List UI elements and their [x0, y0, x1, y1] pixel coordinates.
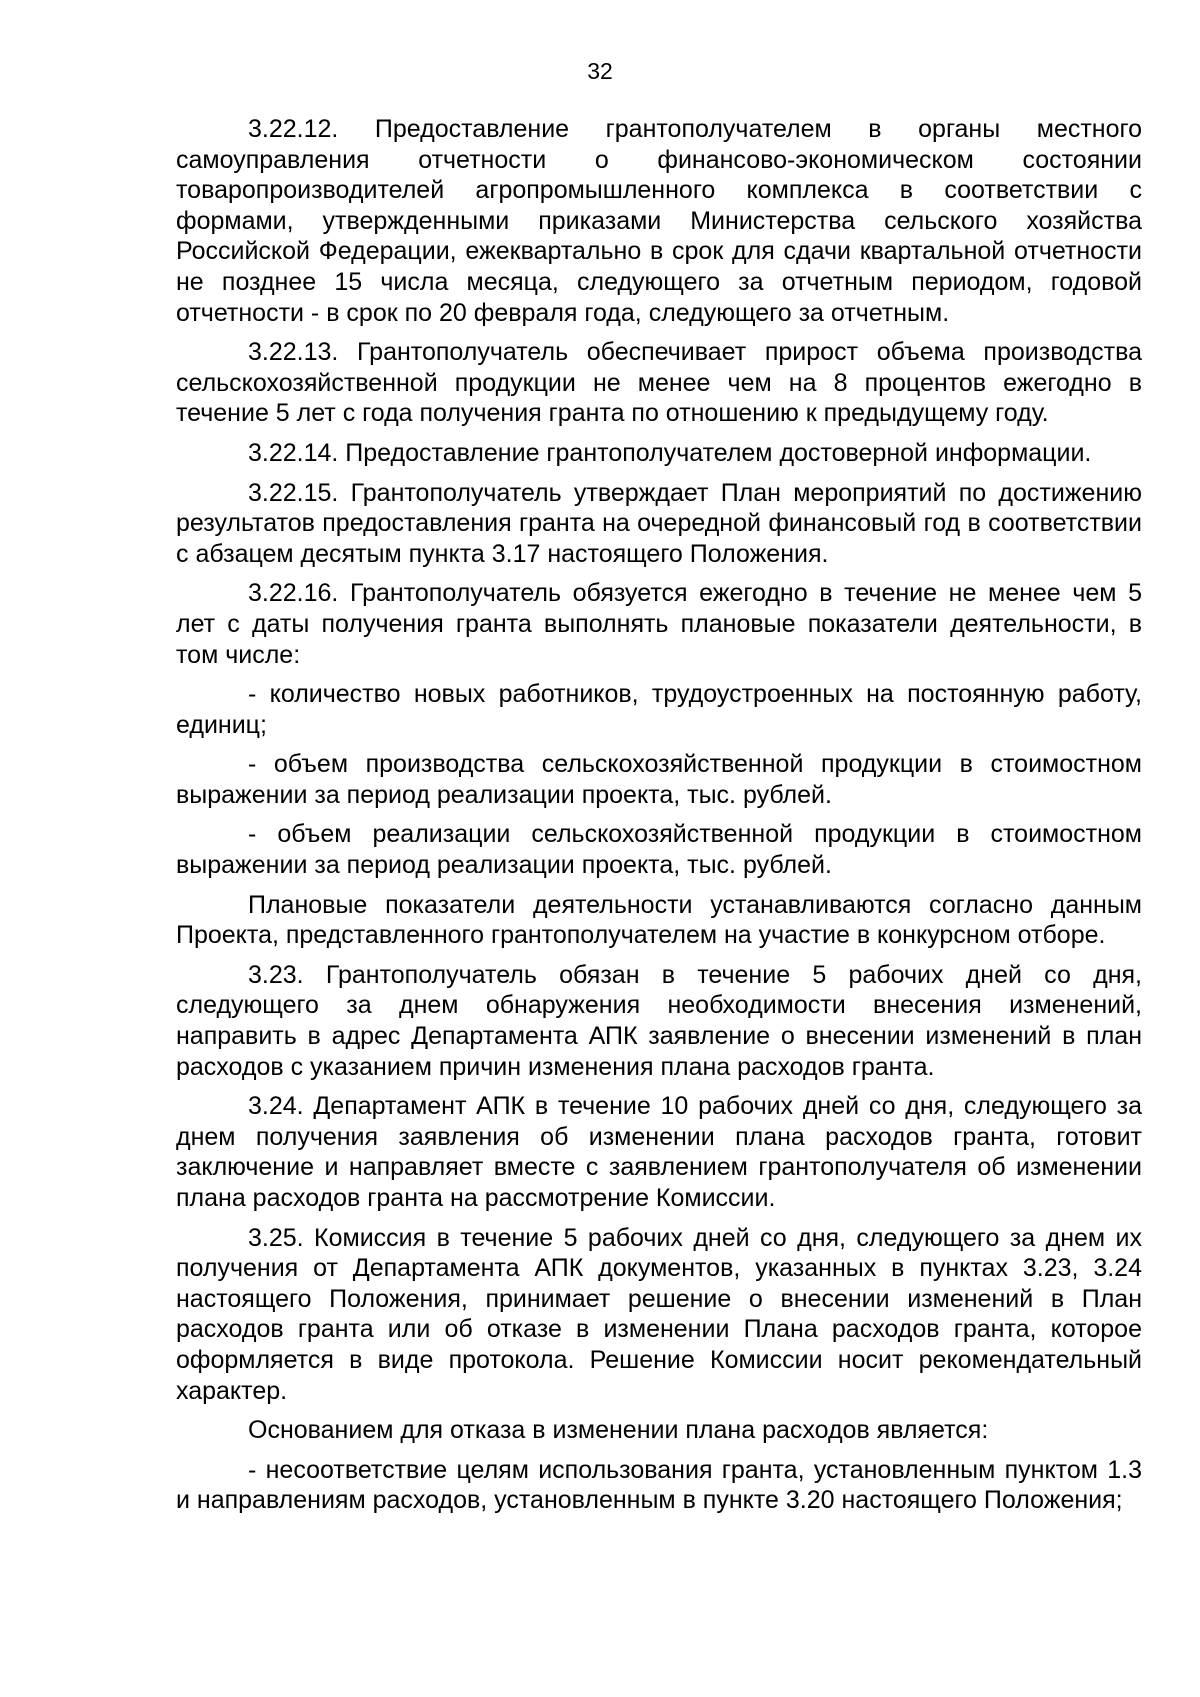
paragraph-3-23: 3.23. Грантополучатель обязан в течение 5 рабочих дней со дня, следующего за днем обнаружения необходимости внесения изменений, направить в адрес Департамента АПК заявление о внесении изменений в план расходов с указанием причин изменения плана расходов гранта. [176, 960, 1142, 1081]
paragraph-plan-indicators: Плановые показатели деятельности устанавливаются согласно данным Проекта, представленного грантополучателем на участие в конкурсном отборе. [176, 890, 1142, 950]
list-item-sales-volume: - объем реализации сельскохозяйственной продукции в стоимостном выражении за период реализации проекта, тыс. рублей. [176, 820, 1142, 880]
list-item-non-compliance: - несоответствие целям использования гранта, установленным пунктом 1.3 и направлениям расходов, установленным в пункте 3.20 настоящего Положения; [176, 1455, 1142, 1515]
paragraph-3-22-15: 3.22.15. Грантополучатель утверждает План мероприятий по достижению результатов предоставления гранта на очередной финансовый год в соответствии с абзацем десятым пункта 3.17 настоящего Положения. [176, 478, 1142, 568]
paragraph-refusal-grounds: Основанием для отказа в изменении плана расходов является: [248, 1416, 989, 1445]
paragraph-3-25: 3.25. Комиссия в течение 5 рабочих дней со дня, следующего за днем их получения от Департамента АПК документов, указанных в пунктах 3.23, 3.24 настоящего Положения, принимает решение о внесении изменений в План расходов гранта или об отказе в изменении Плана расходов гранта, которое оформляется в виде протокола. Решение Комиссии носит рекомендательный характер. [176, 1223, 1142, 1405]
document-body [176, 114, 1142, 1525]
paragraph-3-22-16: 3.22.16. Грантополучатель обязуется ежегодно в течение не менее чем 5 лет с даты получения гранта выполнять плановые показатели деятельности, в том числе: [176, 579, 1142, 669]
paragraph-3-22-14: 3.22.14. Предоставление грантополучателем достоверной информации. [248, 438, 1092, 467]
paragraph-3-22-12: 3.22.12. Предоставление грантополучателем в органы местного самоуправления отчетности о финансово-экономическом состоянии товаропроизводителей агропромышленного комплекса в соответствии с формами, утвержденными приказами Министерства сельского хозяйства Российской Федерации, ежеквартально в срок для сдачи квартальной отчетности не позднее 15 числа месяца, следующего за отчетным периодом, годовой отчетности - в срок по 20 февраля года, следующего за отчетным. [176, 115, 1142, 327]
paragraph-3-22-13: 3.22.13. Грантополучатель обеспечивает прирост объема производства сельскохозяйственной продукции не менее чем на 8 процентов ежегодно в течение 5 лет с года получения гранта по отношению к предыдущему году. [176, 338, 1142, 428]
list-item-production-volume: - объем производства сельскохозяйственной продукции в стоимостном выражении за период реализации проекта, тыс. рублей. [176, 750, 1142, 809]
paragraph-3-24: 3.24. Департамент АПК в течение 10 рабочих дней со дня, следующего за днем получения заявления об изменении плана расходов гранта, готовит заключение и направляет вместе с заявлением грантополучателя об изменении плана расходов гранта на рассмотрение Комиссии. [176, 1092, 1142, 1212]
page-number: 32 [587, 58, 613, 84]
list-item-new-workers: - количество новых работников, трудоустроенных на постоянную работу, единиц; [176, 680, 1142, 739]
